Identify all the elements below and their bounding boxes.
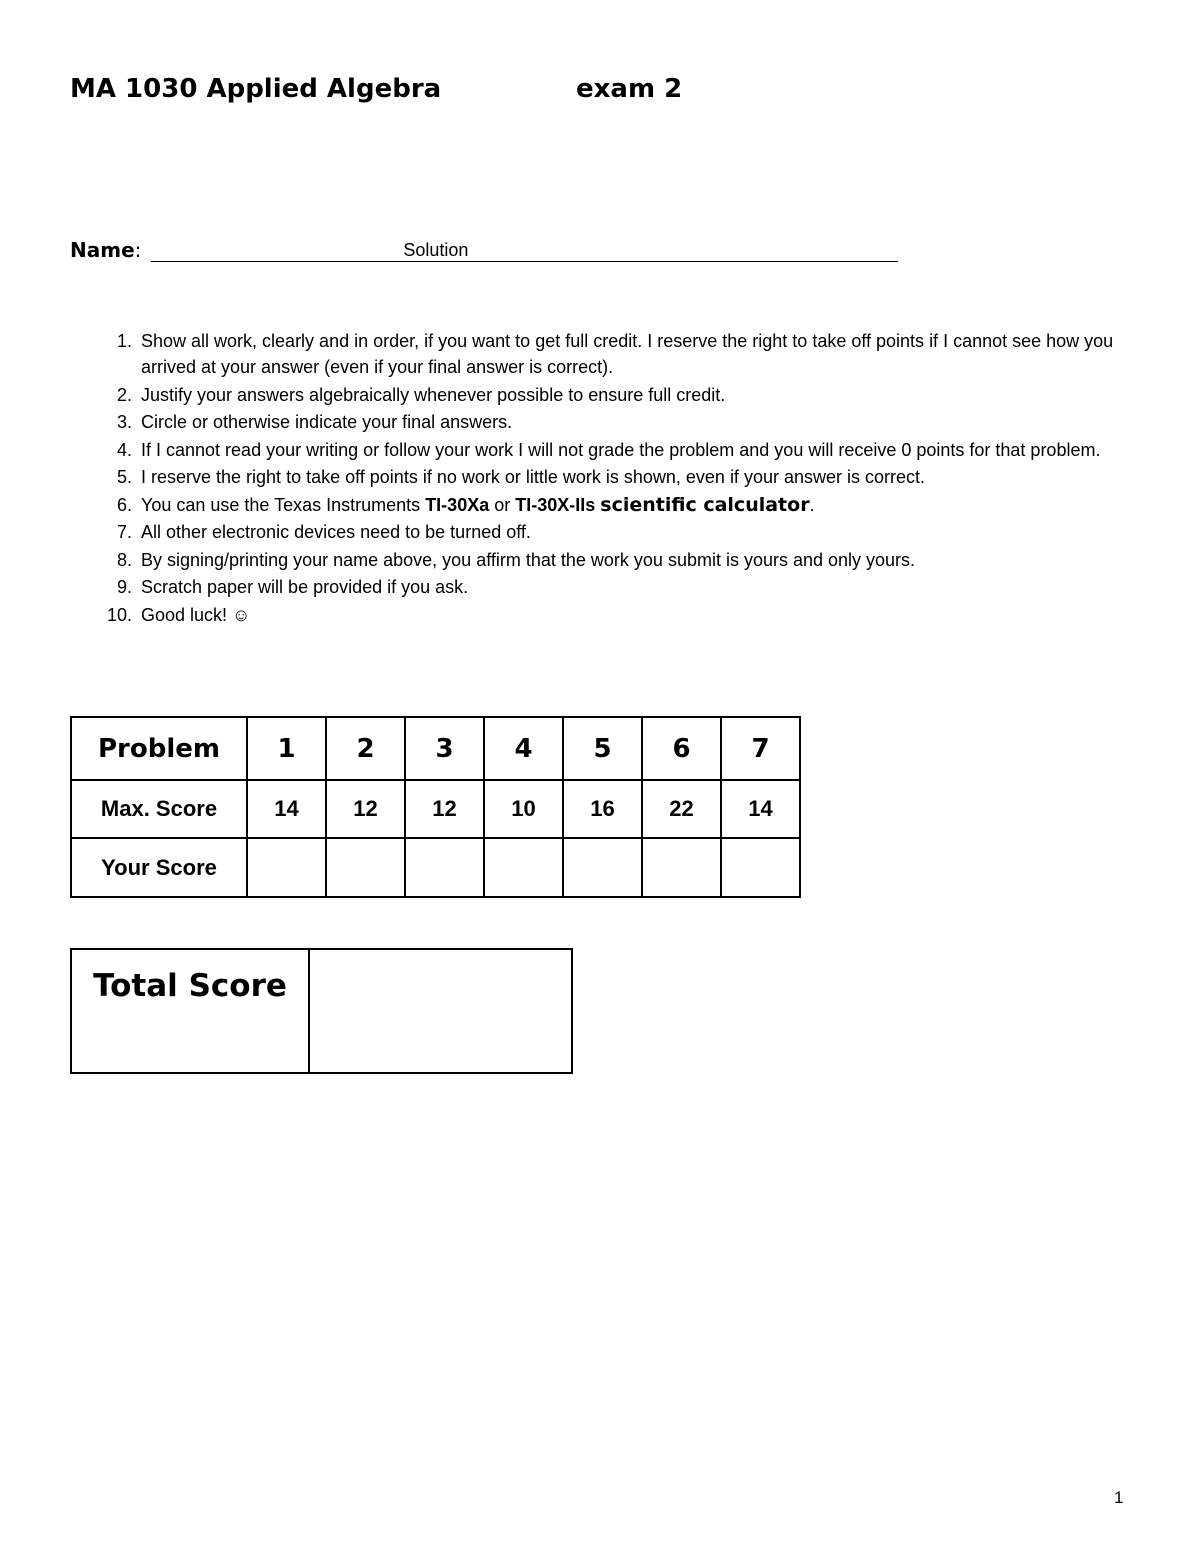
name-label: Name: [70, 238, 135, 262]
name-value: Solution: [403, 240, 469, 260]
instruction-item: 2. Justify your answers algebraically whenever possible to ensure full credit.: [116, 384, 726, 405]
calculator-model: TI-30Xa: [425, 494, 490, 515]
your-score-cell: [642, 838, 721, 897]
instruction-item: 6. You can use the Texas Instruments TI-30Xa or TI-30X-IIs scientific calculator.: [116, 493, 815, 516]
problem-number: 1: [247, 717, 326, 780]
your-score-cell: [563, 838, 642, 897]
instruction-item: 8. By signing/printing your name above, you affirm that the work you submit is yours and only yours.: [116, 549, 916, 570]
your-score-cell: [247, 838, 326, 897]
exam-label: exam 2: [576, 74, 683, 104]
total-score-box: [309, 949, 572, 1073]
page-number: 1: [1114, 1488, 1124, 1507]
exam-title: [70, 74, 682, 104]
problem-number: 6: [642, 717, 721, 780]
instruction-item: 10. Good luck! ☺: [106, 604, 251, 625]
your-score-header: Your Score: [71, 838, 247, 897]
your-score-cell: [405, 838, 484, 897]
your-score-cell: [484, 838, 563, 897]
total-score-label: Total Score: [71, 949, 309, 1073]
name-line-left: [151, 239, 403, 262]
max-score-header: Max. Score: [71, 780, 247, 838]
problem-number: 3: [405, 717, 484, 780]
max-score-value: 12: [405, 780, 484, 838]
max-score-row: [71, 780, 800, 838]
instruction-item: 7. All other electronic devices need to be turned off.: [116, 522, 531, 542]
problem-number: 7: [721, 717, 800, 780]
instruction-item: 1. Show all work, clearly and in order, if you want to get full credit. I reserve the right to take off points if I cannot see how you arrived at your answer (even if your final answer is correct).: [116, 331, 1114, 377]
score-table: [70, 716, 801, 898]
problem-header: Problem: [71, 717, 247, 780]
problem-number: 2: [326, 717, 405, 780]
instruction-item: 3. Circle or otherwise indicate your final answers.: [116, 412, 513, 432]
your-score-cell: [721, 838, 800, 897]
max-score-value: 22: [642, 780, 721, 838]
max-score-value: 14: [721, 780, 800, 838]
name-colon: :: [134, 238, 142, 262]
your-score-cell: [326, 838, 405, 897]
your-score-row: [71, 838, 800, 897]
name-line-right: [468, 239, 898, 262]
instruction-item: 4. If I cannot read your writing or follow your work I will not grade the problem and you will receive 0 points for that problem.: [116, 439, 1101, 460]
max-score-value: 12: [326, 780, 405, 838]
calculator-type: scientific calculator: [600, 493, 810, 516]
instruction-item: 9. Scratch paper will be provided if you ask.: [116, 577, 469, 597]
max-score-value: 10: [484, 780, 563, 838]
total-score-table: [70, 948, 573, 1074]
problem-number: 4: [484, 717, 563, 780]
problem-number: 5: [563, 717, 642, 780]
problem-row: [71, 717, 800, 780]
calculator-model: TI-30X-IIs: [515, 494, 596, 515]
course-title: MA 1030 Applied Algebra: [70, 74, 442, 104]
name-field: [70, 238, 898, 262]
instruction-item: 5. I reserve the right to take off points if no work or little work is shown, even if your answer is correct.: [116, 467, 925, 487]
max-score-value: 14: [247, 780, 326, 838]
instructions-list: [100, 328, 1120, 629]
max-score-value: 16: [563, 780, 642, 838]
